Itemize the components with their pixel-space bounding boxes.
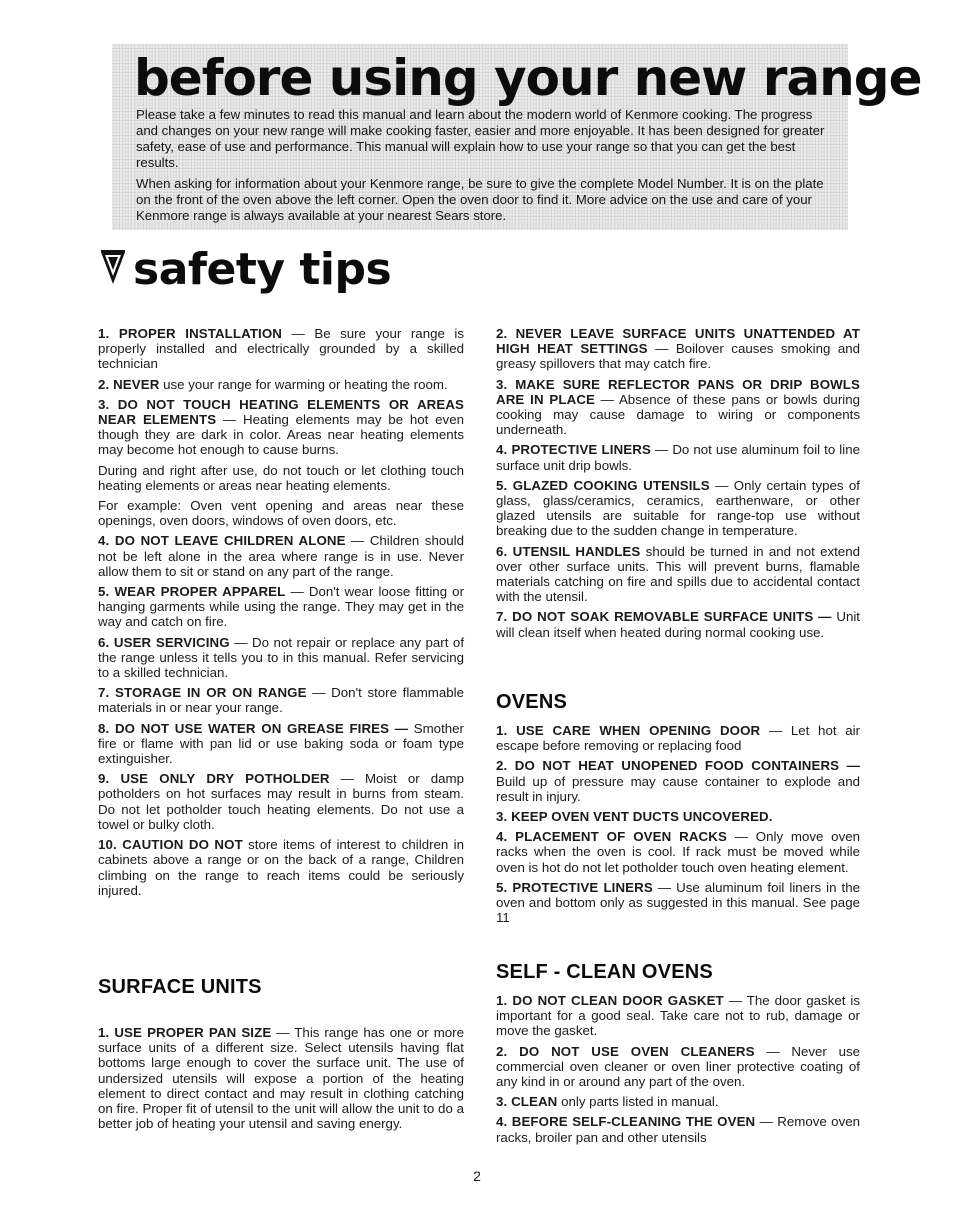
item-text: Don't wear loose fitting or hanging garments while using the range. They may get in the way and catch on fire. bbox=[98, 584, 465, 630]
item-lead: 2. DO NOT USE OVEN CLEANERS bbox=[496, 1043, 755, 1059]
list-item bbox=[98, 533, 464, 579]
item-text: Remove oven racks, broiler pan and other utensils bbox=[496, 1114, 861, 1145]
item-text: Boilover causes smoking and greasy spillovers that may catch fire. bbox=[496, 341, 860, 372]
list-item bbox=[496, 723, 860, 753]
item-separator: — bbox=[285, 584, 309, 600]
item-separator: — bbox=[271, 1025, 295, 1040]
item-text: This range has one or more surface units of a different size. Select utensils having flat bottoms large enough to cover the surface unit. The use of undersized utensils will expose a portion of the heating element to direct contact and may result in clothing catching on fire. Proper fit of utensil to the unit will allow the unit to do a better job of heating your utensil and saving energy. bbox=[98, 1025, 465, 1132]
self-clean-list bbox=[496, 993, 860, 1145]
item-lead: 3. DO NOT TOUCH HEATING ELEMENTS OR AREAS NEAR ELEMENTS bbox=[98, 396, 464, 428]
item-text: Do not repair or replace any part of the range unless it tells you to in this manual. Refer servicing to a skilled technician. bbox=[98, 634, 465, 681]
item-lead: 4. PROTECTIVE LINERS bbox=[496, 442, 651, 458]
item-separator: — bbox=[329, 771, 365, 787]
item-text: Never use commercial oven cleaner or oven liner protective coating of any kind in or around any part of the oven. bbox=[496, 1043, 861, 1090]
intro-paragraph: When asking for information about your Kenmore range, be sure to give the complete Model Number. It is on the plate on the front of the oven above the left corner. Open the oven door to find it. More advice on the use and care of your Kenmore range is always available at your nearest Sears store. bbox=[136, 176, 824, 223]
item-lead: 4. PLACEMENT OF OVEN RACKS bbox=[496, 829, 727, 845]
list-item bbox=[496, 442, 860, 472]
list-item bbox=[98, 685, 464, 715]
right-column bbox=[496, 326, 860, 645]
item-lead: 5. WEAR PROPER APPAREL bbox=[98, 584, 286, 600]
item-separator: — bbox=[345, 533, 370, 549]
list-item bbox=[496, 993, 860, 1039]
list-item bbox=[98, 326, 464, 372]
item-text: Absence of these pans or bowls during cooking may cause damage to wiring or components underneath. bbox=[496, 391, 860, 438]
item-text: Only certain types of glass, glass/ceramics, ceramics, earthenware, or other glazed utensils are suitable for range-top use without breaking due to the sudden change in temperature. bbox=[496, 477, 860, 539]
item-separator: — bbox=[229, 634, 253, 650]
item-text: Do not use aluminum foil to line surface unit drip bowls. bbox=[496, 442, 860, 473]
list-item bbox=[98, 721, 464, 767]
list-item bbox=[496, 1094, 860, 1109]
page-title: before using your new range bbox=[134, 49, 922, 107]
list-item bbox=[98, 498, 464, 528]
item-lead: 1. USE PROPER PAN SIZE bbox=[98, 1025, 272, 1040]
item-separator: — bbox=[282, 326, 315, 341]
item-text: The door gasket is important for a good seal. Take care not to rub, damage or move the gasket. bbox=[496, 993, 861, 1039]
item-separator: — bbox=[216, 412, 244, 428]
item-text: Children should not be left alone in the area where range is in use. Never allow them to sit or stand on any part of the range. bbox=[98, 533, 464, 579]
item-text: only parts listed in manual. bbox=[561, 1094, 719, 1110]
item-separator: — bbox=[754, 1043, 792, 1059]
surface-units-cont-list bbox=[496, 326, 860, 640]
surface-units-section bbox=[98, 975, 464, 1136]
item-lead: 1. DO NOT CLEAN DOOR GASKET bbox=[496, 993, 724, 1008]
page-number: 2 bbox=[473, 1168, 481, 1184]
ovens-list bbox=[496, 723, 860, 925]
item-lead: 8. DO NOT USE WATER ON GREASE FIRES — bbox=[98, 720, 409, 736]
item-text: Use aluminum foil liners in the oven and bottom only as suggested in this manual. See page 11 bbox=[496, 879, 860, 926]
item-text: Moist or damp potholders on hot surfaces may result in burns from steam. Do not let potholder touch heating elements. Do not use a towel or bulky cloth. bbox=[98, 771, 464, 832]
item-separator: — bbox=[306, 685, 332, 701]
item-lead: 3. MAKE SURE REFLECTOR PANS OR DRIP BOWLS ARE IN PLACE bbox=[496, 376, 860, 407]
item-separator: — bbox=[650, 442, 673, 458]
item-lead: 7. STORAGE IN OR ON RANGE bbox=[98, 685, 307, 701]
item-text: should be turned in and not extend over other surface units. This will prevent burns, flamable materials catching on fire and spills due to accidental contact with the utensil. bbox=[496, 543, 860, 605]
list-item bbox=[496, 829, 860, 875]
item-text: Only move oven racks when the oven is cool. If rack must be moved while oven is hot do not let potholder touch oven heating element. bbox=[496, 829, 861, 875]
list-item bbox=[496, 478, 860, 539]
item-text: store items of interest to children in cabinets above a range or on the back of a range, Children climbing on the range to reach items could be seriously injured. bbox=[98, 837, 464, 898]
item-lead: 9. USE ONLY DRY POTHOLDER bbox=[98, 771, 330, 787]
item-separator: — bbox=[652, 879, 677, 895]
list-item bbox=[98, 1025, 464, 1131]
list-item bbox=[98, 463, 464, 493]
intro-paragraph: Please take a few minutes to read this manual and learn about the modern world of Kenmore cooking. The progress and changes on your new range will make cooking faster, easier and more enjoyable. It has been designed for greater safety, ease of use and performance. This manual will explain how to use your range so that you can get the best results. bbox=[136, 107, 825, 170]
item-lead: 4. DO NOT LEAVE CHILDREN ALONE bbox=[98, 533, 346, 549]
item-lead: 2. NEVER LEAVE SURFACE UNITS UNATTENDED AT HIGH HEAT SETTINGS bbox=[496, 326, 860, 357]
item-separator: — bbox=[709, 477, 734, 493]
item-text: Build up of pressure may cause container to explode and result in injury. bbox=[496, 773, 860, 804]
list-item bbox=[98, 635, 464, 681]
item-lead: 2. NEVER bbox=[98, 376, 160, 392]
list-item bbox=[496, 377, 860, 438]
item-lead: 3. CLEAN bbox=[496, 1094, 558, 1110]
list-item bbox=[496, 880, 860, 926]
list-item bbox=[98, 771, 464, 832]
item-text: Unit will clean itself when heated during normal cooking use. bbox=[496, 609, 860, 640]
item-separator: — bbox=[647, 341, 676, 357]
list-item bbox=[98, 837, 464, 898]
ovens-section bbox=[496, 690, 860, 930]
item-lead: 5. GLAZED COOKING UTENSILS bbox=[496, 477, 710, 493]
ovens-heading: OVENS bbox=[496, 691, 568, 713]
item-lead: 5. PROTECTIVE LINERS bbox=[496, 879, 653, 895]
list-item bbox=[496, 326, 860, 372]
list-item bbox=[496, 809, 860, 824]
item-lead: 6. UTENSIL HANDLES bbox=[496, 543, 641, 559]
item-text: Let hot air escape before removing or replacing food bbox=[496, 723, 860, 754]
safety-heading bbox=[101, 244, 391, 296]
item-separator: — bbox=[755, 1114, 778, 1130]
item-separator: — bbox=[595, 391, 619, 407]
item-lead: 1. PROPER INSTALLATION bbox=[98, 326, 282, 341]
item-separator: — bbox=[726, 829, 756, 845]
item-text: During and right after use, do not touch or let clothing touch heating elements or areas near heating elements. bbox=[98, 462, 464, 493]
list-item bbox=[496, 1114, 860, 1144]
sears-shield-icon bbox=[101, 250, 125, 291]
list-item bbox=[98, 397, 464, 458]
list-item bbox=[496, 1044, 860, 1090]
item-text: Be sure your range is properly installed and electrically grounded by a skilled technician bbox=[98, 326, 464, 372]
item-separator: — bbox=[723, 993, 747, 1008]
surface-units-list bbox=[98, 1025, 464, 1131]
item-text: Heating elements may be hot even though they are dark in color. Areas near heating elements may become hot enough to cause burns. bbox=[98, 412, 464, 458]
safety-title: safety tips bbox=[133, 244, 392, 295]
item-lead: 3. KEEP OVEN VENT DUCTS UNCOVERED. bbox=[496, 809, 773, 825]
self-clean-section bbox=[496, 960, 860, 1150]
item-lead: 7. DO NOT SOAK REMOVABLE SURFACE UNITS — bbox=[496, 609, 832, 625]
item-text: Don't store flammable materials in or near your range. bbox=[98, 685, 464, 716]
item-separator: — bbox=[760, 723, 791, 738]
safety-list bbox=[98, 326, 464, 898]
item-text: Smother fire or flame with pan lid or use baking soda or foam type extinguisher. bbox=[98, 720, 464, 767]
item-text: use your range for warming or heating the room. bbox=[163, 376, 448, 392]
list-item bbox=[496, 609, 860, 639]
item-lead: 6. USER SERVICING bbox=[98, 634, 230, 650]
item-lead: 1. USE CARE WHEN OPENING DOOR bbox=[496, 723, 761, 738]
left-column bbox=[98, 326, 464, 903]
list-item bbox=[98, 377, 464, 392]
item-lead: 4. BEFORE SELF-CLEANING THE OVEN bbox=[496, 1114, 756, 1130]
surface-units-heading: SURFACE UNITS bbox=[98, 976, 262, 998]
list-item bbox=[496, 758, 860, 804]
self-clean-heading: SELF - CLEAN OVENS bbox=[496, 961, 713, 983]
item-lead: 2. DO NOT HEAT UNOPENED FOOD CONTAINERS — bbox=[496, 758, 860, 774]
list-item bbox=[496, 544, 860, 605]
list-item bbox=[98, 584, 464, 630]
item-lead: 10. CAUTION DO NOT bbox=[98, 837, 243, 853]
item-text: For example: Oven vent opening and areas near these openings, oven doors, windows of oven doors, etc. bbox=[98, 498, 464, 529]
